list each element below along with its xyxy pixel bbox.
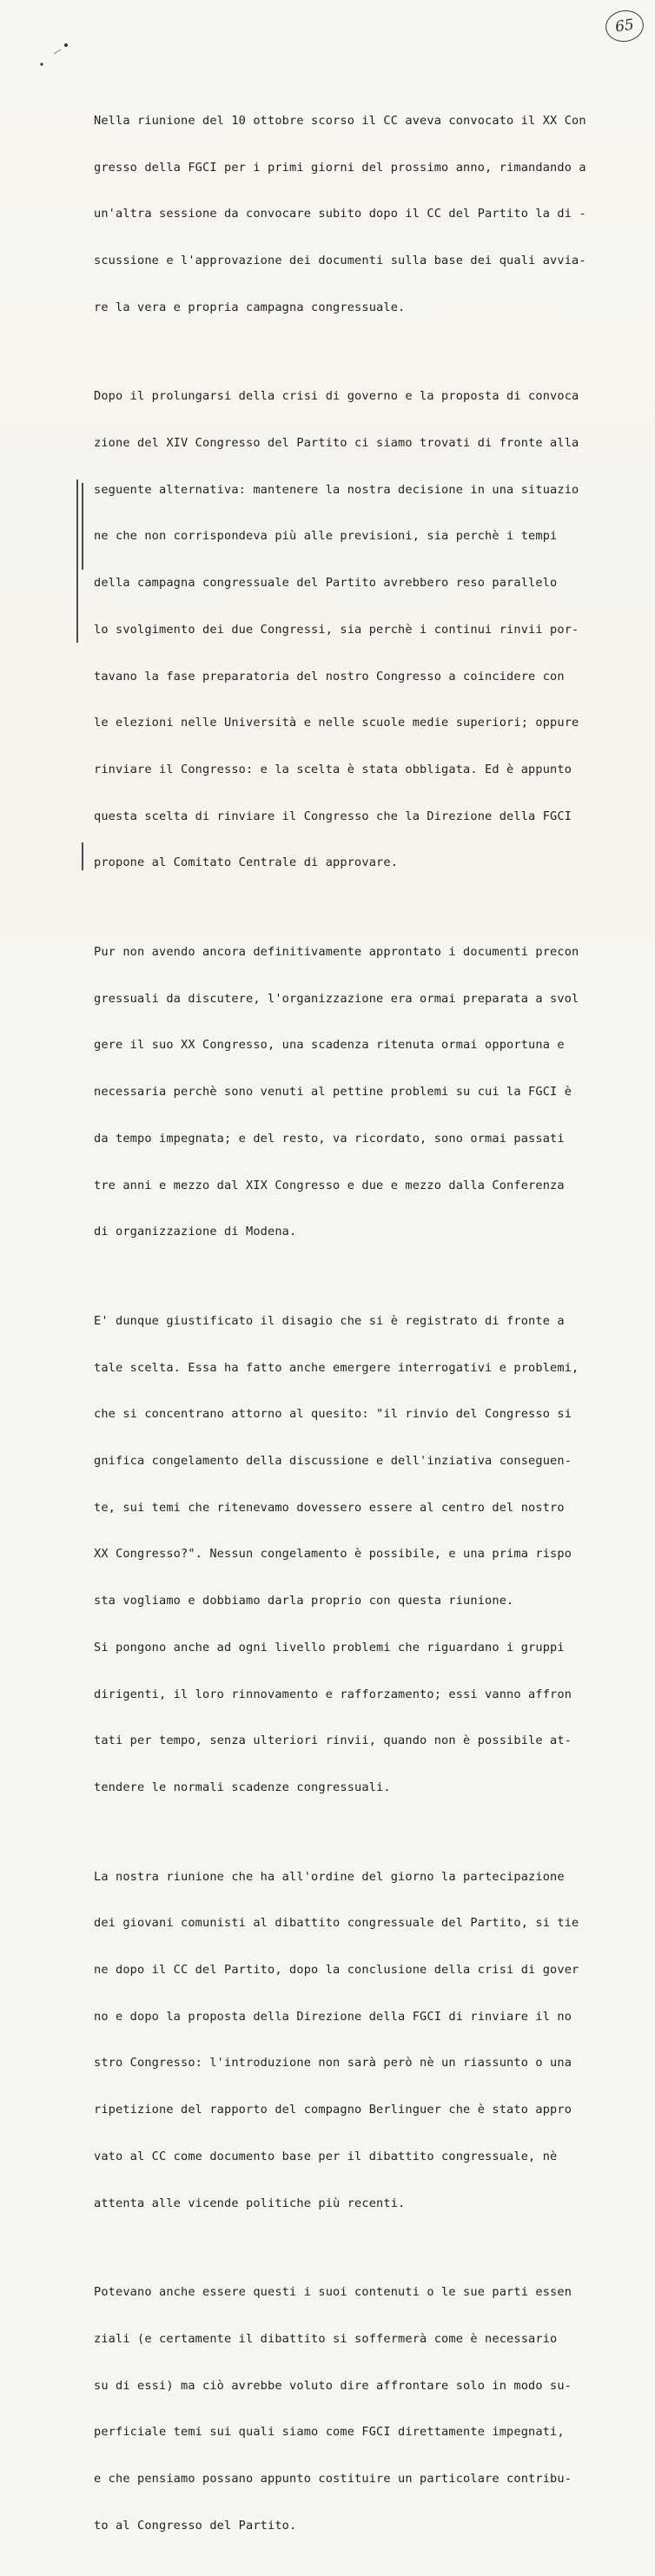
paragraph — [94, 83, 639, 347]
text-line: tre anni e mezzo dal XIX Congresso e due e mezzo dalla Conferenza — [94, 1178, 565, 1192]
text-line: ne dopo il CC del Partito, dopo la conclusione della crisi di gover — [94, 1962, 579, 1977]
text-line: tendere le normali scadenze congressuali. — [94, 1780, 391, 1794]
text-line: su di essi) ma ciò avrebbe voluto dire affrontare solo in modo su- — [94, 2378, 572, 2393]
ink-specks — [35, 35, 78, 73]
text-line: gnifica congelamento della discussione e dell'inziativa conseguen- — [94, 1453, 572, 1468]
text-line: rinviare il Congresso: e la scelta è stata obbligata. Ed è appunto — [94, 762, 572, 776]
text-line: scussione e l'approvazione dei documenti sulla base dei quali avvia- — [94, 253, 586, 268]
text-line: Dopo il prolungarsi della crisi di governo e la proposta di convoca — [94, 389, 579, 404]
text-line: tati per tempo, senza ulteriori rinvii, quando non è possibile at- — [94, 1734, 572, 1748]
text-line: della campagna congressuale del Partito avrebbero reso parallelo — [94, 576, 558, 591]
text-line: propone al Comitato Centrale di approvare. — [94, 855, 399, 870]
text-line: questa scelta di rinviare il Congresso che la Direzione della FGCI — [94, 809, 572, 823]
text-line: gressuali da discutere, l'organizzazione era ormai preparata a svol — [94, 991, 579, 1006]
text-line: da tempo impegnata; e del resto, va ricordato, sono ormai passati — [94, 1131, 565, 1146]
text-line: seguente alternativa: mantenere la nostra decisione in una situazio — [94, 482, 579, 497]
paragraph — [94, 358, 639, 902]
text-line: che si concentrano attorno al quesito: "il rinvio del Congresso si — [94, 1407, 572, 1422]
text-line: La nostra riunione che ha all'ordine del giorno la partecipazione — [94, 1869, 565, 1884]
text-line: re la vera e propria campagna congressuale. — [94, 300, 406, 314]
text-line: Potevano anche essere questi i suoi contenuti o le sue parti essen — [94, 2285, 572, 2300]
text-line: perficiale temi sui quali siamo come FGCI direttamente impegnati, — [94, 2425, 565, 2440]
text-line: dirigenti, il loro rinnovamento e rafforzamento; essi vanno affron — [94, 1687, 572, 1701]
margin-line — [82, 483, 83, 570]
document-body — [94, 83, 639, 2576]
text-line: ne che non corrispondeva più alle previsioni, sia perchè i tempi — [94, 529, 558, 544]
text-line: e che pensiamo possano appunto costituire un particolare contribu- — [94, 2471, 572, 2486]
text-line: un'altra sessione da convocare subito dopo il CC del Partito la di - — [94, 207, 586, 221]
paragraph — [94, 914, 639, 1271]
text-line: tavano la fase preparatoria del nostro Congresso a coincidere con — [94, 669, 565, 684]
text-line: necessaria perchè sono venuti al pettine problemi su cui la FGCI è — [94, 1085, 572, 1100]
text-line: no e dopo la proposta della Direzione della FGCI di rinviare il no — [94, 2009, 572, 2024]
text-line: attenta alle vicende politiche più recenti. — [94, 2196, 406, 2210]
text-line: ziali (e certamente il dibattito si soffermerà come è necessario — [94, 2331, 558, 2346]
text-line: di organizzazione di Modena. — [94, 1225, 297, 1239]
paragraph — [94, 2254, 639, 2565]
text-line: lo svolgimento dei due Congressi, sia perchè i continui rinvii por- — [94, 622, 579, 637]
text-line: sta vogliamo e dobbiamo darla proprio con questa riunione. — [94, 1594, 514, 1608]
margin-line — [82, 842, 83, 870]
paragraph — [94, 1283, 639, 1827]
text-line: dei giovani comunisti al dibattito congressuale del Partito, si tie — [94, 1916, 579, 1931]
text-line: gresso della FGCI per i primi giorni del prossimo anno, rimandando a — [94, 160, 586, 175]
text-line: E' dunque giustificato il disagio che si è registrato di fronte a — [94, 1313, 565, 1328]
text-line: to al Congresso del Partito. — [94, 2518, 297, 2533]
text-line: gere il suo XX Congresso, una scadenza ritenuta ormai opportuna e — [94, 1038, 565, 1053]
text-line: vato al CC come documento base per il dibattito congressuale, nè — [94, 2149, 558, 2163]
text-line: tale scelta. Essa ha fatto anche emergere interrogativi e problemi, — [94, 1360, 579, 1375]
margin-line — [76, 479, 78, 643]
text-line: le elezioni nelle Università e nelle scuole medie superiori; oppure — [94, 716, 579, 730]
text-line: Si pongono anche ad ogni livello problemi che riguardano i gruppi — [94, 1640, 565, 1655]
paragraph — [94, 1839, 639, 2243]
text-line: zione del XIV Congresso del Partito ci siamo trovati di fronte alla — [94, 435, 579, 450]
text-line: Nella riunione del 10 ottobre scorso il CC aveva convocato il XX Con — [94, 113, 586, 128]
text-line: XX Congresso?". Nessun congelamento è possibile, e una prima rispo — [94, 1547, 572, 1562]
page-number: 65 — [604, 8, 646, 44]
text-line: ripetizione del rapporto del compagno Berlinguer che è stato appro — [94, 2103, 572, 2117]
text-line: stro Congresso: l'introduzione non sarà però nè un riassunto o una — [94, 2056, 572, 2071]
text-line: te, sui temi che ritenevamo dovessero essere al centro del nostro — [94, 1500, 565, 1515]
text-line: Pur non avendo ancora definitivamente approntato i documenti precon — [94, 944, 579, 959]
